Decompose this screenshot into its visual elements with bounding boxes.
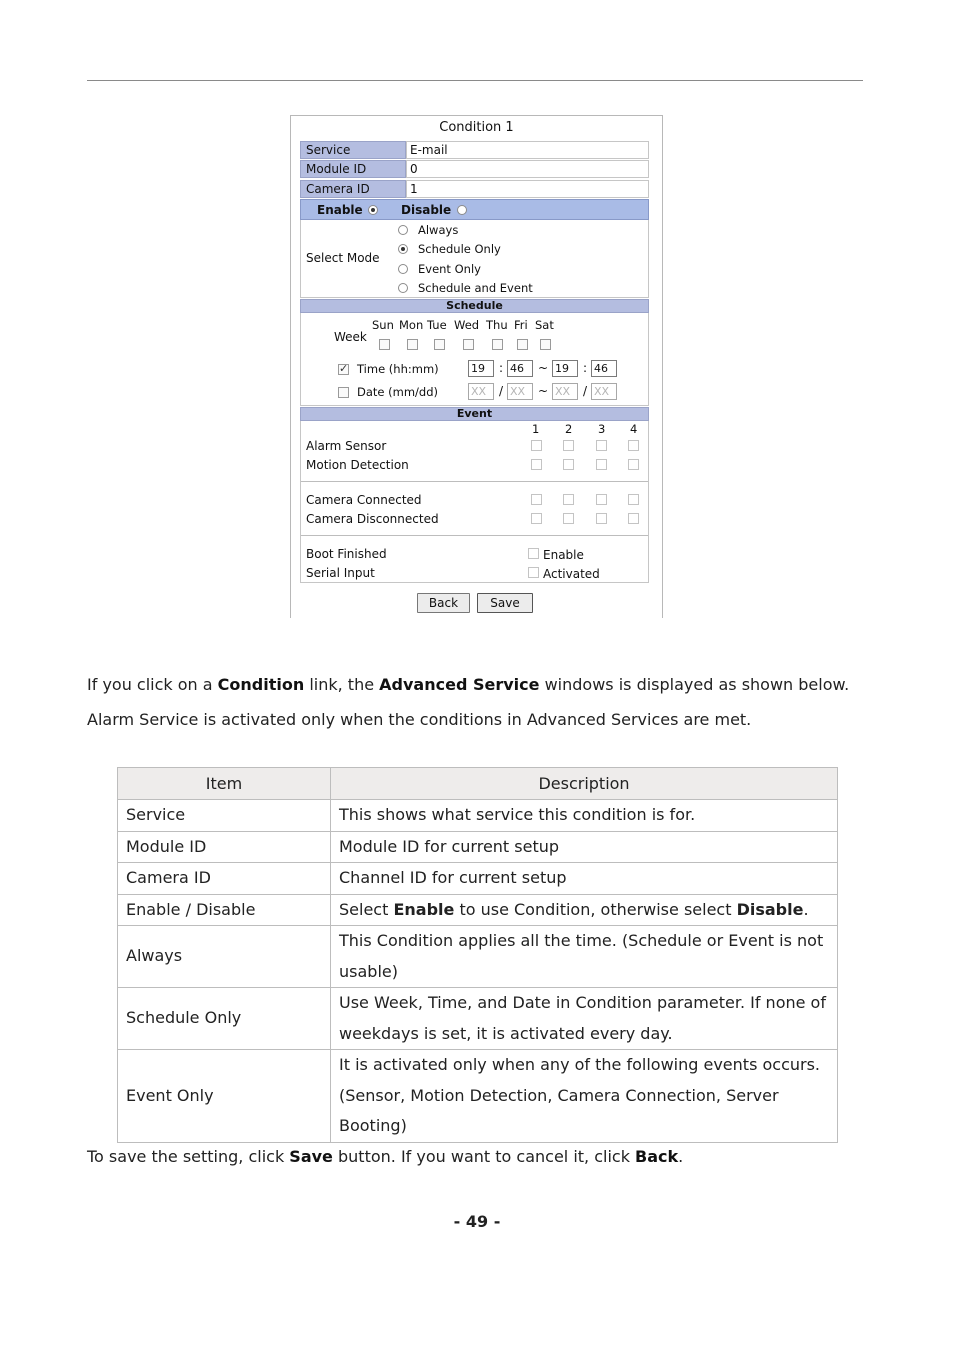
camera-disconnected-checkbox[interactable] — [596, 513, 607, 524]
header-rule — [87, 80, 863, 81]
camera-connected-checkbox[interactable] — [563, 494, 574, 505]
mode-schedule-only-label: Schedule Only — [418, 242, 501, 256]
date-slash-2: / — [583, 384, 588, 398]
camera-connected-checkbox[interactable] — [596, 494, 607, 505]
day-mon-checkbox[interactable] — [407, 339, 418, 350]
description-cell: Use Week, Time, and Date in Condition parameter. If none of weekdays is set, it is activated every day. — [331, 988, 838, 1050]
serial-input-label: Serial Input — [306, 566, 375, 580]
alarm-sensor-checkbox[interactable] — [531, 440, 542, 451]
outro-line — [87, 1147, 683, 1166]
intro-text: windows is displayed as shown below. — [539, 675, 850, 694]
item-cell: Enable / Disable — [118, 894, 331, 926]
camera-disconnected-label: Camera Disconnected — [306, 512, 439, 526]
alarm-sensor-checkbox[interactable] — [563, 440, 574, 451]
boot-enable-label: Enable — [543, 548, 584, 562]
event-col-1: 1 — [532, 422, 540, 436]
boot-finished-label: Boot Finished — [306, 547, 387, 561]
day-wed-label: Wed — [454, 318, 480, 332]
serial-activated-label: Activated — [543, 567, 600, 581]
item-cell: Service — [118, 800, 331, 832]
description-cell: This shows what service this condition is for. — [331, 800, 838, 832]
description-cell: Module ID for current setup — [331, 831, 838, 863]
table-row — [118, 1050, 838, 1143]
day-fri-label: Fri — [514, 318, 528, 332]
week-label: Week — [334, 330, 367, 344]
enable-label: Enable — [317, 203, 363, 217]
intro-emphasis: Condition — [217, 675, 305, 694]
motion-detection-checkbox[interactable] — [596, 459, 607, 470]
item-cell: Camera ID — [118, 863, 331, 895]
day-sun-checkbox[interactable] — [379, 339, 390, 350]
time-colon-1: : — [499, 361, 504, 375]
enable-disable-bar — [300, 199, 649, 220]
event-col-3: 3 — [598, 422, 606, 436]
service-label: Service — [300, 141, 406, 159]
intro-text: If you click on a — [87, 675, 218, 694]
time-start-minute-input[interactable]: 46 — [507, 360, 533, 377]
time-end-hour-input[interactable]: 19 — [552, 360, 578, 377]
event-col-4: 4 — [630, 422, 638, 436]
save-button[interactable]: Save — [477, 593, 533, 613]
time-checkbox[interactable] — [338, 364, 349, 375]
event-col-2: 2 — [565, 422, 573, 436]
intro-emphasis: Advanced Service — [379, 675, 540, 694]
item-cell: Module ID — [118, 831, 331, 863]
date-range-tilde: ~ — [538, 384, 549, 398]
camera-connected-checkbox[interactable] — [628, 494, 639, 505]
enable-radio[interactable] — [368, 205, 378, 215]
camera-connected-checkbox[interactable] — [531, 494, 542, 505]
alarm-sensor-label: Alarm Sensor — [306, 439, 387, 453]
desc-emphasis: Enable — [393, 899, 455, 919]
module-id-row — [300, 160, 649, 179]
item-cell: Always — [118, 926, 331, 988]
day-thu-label: Thu — [486, 318, 508, 332]
event-divider — [301, 481, 648, 482]
back-button[interactable]: Back — [417, 593, 470, 613]
condition-panel — [290, 115, 663, 618]
day-fri-checkbox[interactable] — [517, 339, 528, 350]
description-cell: This Condition applies all the time. (Schedule or Event is not usable) — [331, 926, 838, 988]
camera-id-row — [300, 180, 649, 199]
day-tue-label: Tue — [427, 318, 447, 332]
desc-emphasis: Disable — [736, 899, 804, 919]
table-row — [118, 831, 838, 863]
day-wed-checkbox[interactable] — [463, 339, 474, 350]
panel-title: Condition 1 — [439, 120, 514, 135]
outro-emphasis: Save — [289, 1147, 333, 1166]
camera-id-label: Camera ID — [300, 180, 406, 198]
outro-text: To save the setting, click — [87, 1147, 290, 1166]
mode-schedule-only-radio[interactable] — [398, 244, 408, 254]
boot-enable-checkbox[interactable] — [528, 548, 539, 559]
time-end-minute-input[interactable]: 46 — [591, 360, 617, 377]
mode-schedule-event-radio[interactable] — [398, 283, 408, 293]
desc-text: . — [803, 899, 809, 919]
date-label: Date (mm/dd) — [357, 385, 438, 399]
mode-always-label: Always — [418, 223, 459, 237]
alarm-sensor-checkbox[interactable] — [628, 440, 639, 451]
day-sat-checkbox[interactable] — [540, 339, 551, 350]
intro-line-2: Alarm Service is activated only when the conditions in Advanced Services are met. — [87, 710, 752, 729]
description-cell — [331, 894, 838, 926]
date-start-month-input[interactable]: XX — [468, 383, 494, 400]
table-row — [118, 863, 838, 895]
day-mon-label: Mon — [399, 318, 424, 332]
camera-disconnected-checkbox[interactable] — [628, 513, 639, 524]
module-id-value: 0 — [406, 160, 649, 178]
date-end-month-input[interactable]: XX — [552, 383, 578, 400]
day-thu-checkbox[interactable] — [492, 339, 503, 350]
alarm-sensor-checkbox[interactable] — [596, 440, 607, 451]
motion-detection-checkbox[interactable] — [563, 459, 574, 470]
motion-detection-label: Motion Detection — [306, 458, 409, 472]
serial-activated-checkbox[interactable] — [528, 567, 539, 578]
item-cell: Schedule Only — [118, 988, 331, 1050]
date-slash-1: / — [499, 384, 504, 398]
date-start-day-input[interactable]: XX — [507, 383, 533, 400]
day-sat-label: Sat — [535, 318, 554, 332]
select-mode-section — [300, 220, 649, 298]
event-divider — [301, 535, 648, 536]
motion-detection-checkbox[interactable] — [628, 459, 639, 470]
outro-text: . — [678, 1147, 684, 1166]
description-cell: It is activated only when any of the following events occurs. (Sensor, Motion Detection, Camera Connection, Server Booting) — [331, 1050, 838, 1143]
desc-text: Select — [339, 899, 394, 919]
event-header: Event — [300, 407, 649, 421]
column-header-item: Item — [118, 768, 331, 800]
table-row — [118, 894, 838, 926]
date-end-day-input[interactable]: XX — [591, 383, 617, 400]
mode-schedule-event-label: Schedule and Event — [418, 281, 533, 295]
page-number: - 49 - — [453, 1212, 501, 1231]
disable-radio[interactable] — [457, 205, 467, 215]
time-range-tilde: ~ — [538, 361, 549, 375]
mode-event-only-radio[interactable] — [398, 264, 408, 274]
service-row — [300, 141, 649, 160]
event-section — [300, 421, 649, 583]
camera-disconnected-checkbox[interactable] — [531, 513, 542, 524]
mode-event-only-label: Event Only — [418, 262, 481, 276]
time-label: Time (hh:mm) — [357, 362, 439, 376]
schedule-section — [300, 313, 649, 406]
time-colon-2: : — [583, 361, 588, 375]
date-checkbox[interactable] — [338, 387, 349, 398]
intro-text: link, the — [304, 675, 380, 694]
outro-emphasis: Back — [635, 1147, 679, 1166]
table-row — [118, 800, 838, 832]
table-header-row — [118, 768, 838, 800]
schedule-header: Schedule — [300, 299, 649, 313]
select-mode-label: Select Mode — [306, 251, 380, 265]
intro-line-1 — [87, 675, 849, 694]
day-sun-label: Sun — [372, 318, 394, 332]
item-cell: Event Only — [118, 1050, 331, 1143]
module-id-label: Module ID — [300, 160, 406, 178]
column-header-description: Description — [331, 768, 838, 800]
table-row — [118, 988, 838, 1050]
motion-detection-checkbox[interactable] — [531, 459, 542, 470]
description-cell: Channel ID for current setup — [331, 863, 838, 895]
mode-always-radio[interactable] — [398, 225, 408, 235]
outro-text: button. If you want to cancel it, click — [332, 1147, 636, 1166]
table-row — [118, 926, 838, 988]
desc-text: to use Condition, otherwise select — [454, 899, 737, 919]
camera-connected-label: Camera Connected — [306, 493, 422, 507]
service-value: E-mail — [406, 141, 649, 159]
description-table — [117, 767, 838, 1143]
camera-id-value: 1 — [406, 180, 649, 198]
disable-label: Disable — [401, 203, 452, 217]
time-start-hour-input[interactable]: 19 — [468, 360, 494, 377]
camera-disconnected-checkbox[interactable] — [563, 513, 574, 524]
day-tue-checkbox[interactable] — [434, 339, 445, 350]
